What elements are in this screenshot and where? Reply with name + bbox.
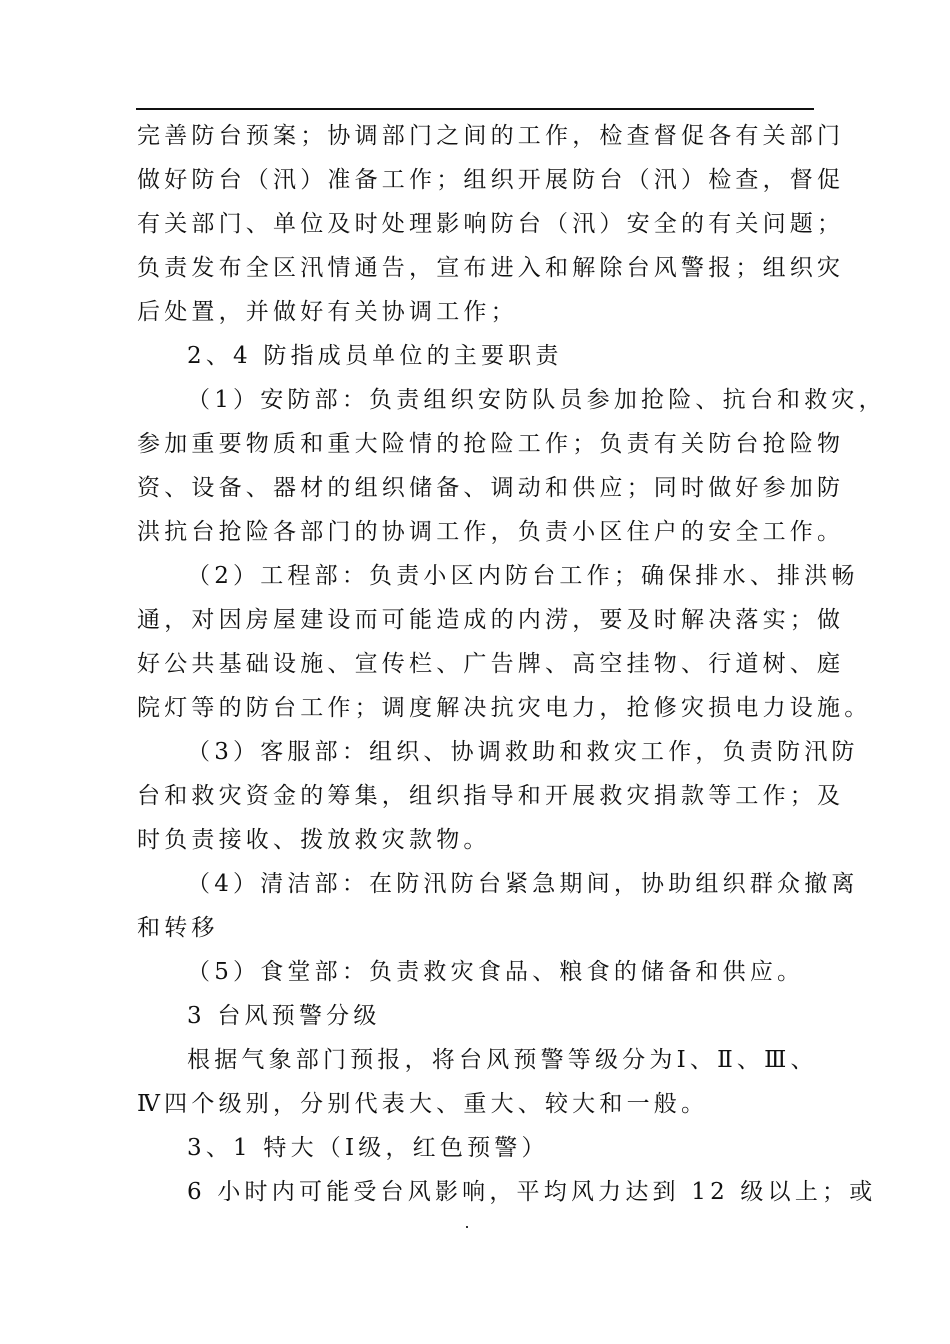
text-line: 资、设备、器材的组织储备、调动和供应；同时做好参加防: [137, 475, 845, 501]
paragraph-warning-levels: 根据气象部门预报，将台风预警等级分为Ⅰ、Ⅱ、Ⅲ、: [187, 1047, 818, 1073]
text-line: 做好防台（汛）准备工作；组织开展防台（汛）检查，督促: [137, 167, 845, 193]
section-heading-2-4: 2、4 防指成员单位的主要职责: [187, 343, 563, 369]
section-heading-3: 3 台风预警分级: [187, 1003, 381, 1029]
footer-page-marker: [466, 1226, 468, 1228]
text-line: 负责发布全区汛情通告，宣布进入和解除台风警报；组织灾: [137, 255, 845, 281]
paragraph-engineering-dept: （2）工程部：负责小区内防台工作；确保排水、排洪畅: [187, 563, 859, 589]
section-heading-3-1: 3、1 特大（Ⅰ级，红色预警）: [187, 1135, 549, 1161]
text-line: Ⅳ四个级别，分别代表大、重大、较大和一般。: [137, 1091, 709, 1117]
paragraph-customer-service-dept: （3）客服部：组织、协调救助和救灾工作，负责防汛防: [187, 739, 859, 765]
text-line: 台和救灾资金的筹集，组织指导和开展救灾捐款等工作；及: [137, 783, 845, 809]
header-rule: [136, 108, 814, 110]
text-line: 完善防台预案；协调部门之间的工作，检查督促各有关部门: [137, 123, 845, 149]
document-body: [137, 114, 886, 1214]
text-line: 有关部门、单位及时处理影响防台（汛）安全的有关问题；: [137, 211, 845, 237]
paragraph-cleaning-dept: （4）清洁部：在防汛防台紧急期间，协助组织群众撤离: [187, 871, 859, 897]
paragraph-security-dept: （1）安防部：负责组织安防队员参加抢险、抗台和救灾，: [187, 387, 886, 413]
text-line: 洪抗台抢险各部门的协调工作，负责小区住户的安全工作。: [137, 519, 845, 545]
text-line: 后处置，并做好有关协调工作；: [137, 299, 518, 325]
text-line: 时负责接收、拨放救灾款物。: [137, 827, 491, 853]
paragraph-canteen-dept: （5）食堂部：负责救灾食品、粮食的储备和供应。: [187, 959, 805, 985]
text-line: 院灯等的防台工作；调度解决抗灾电力，抢修灾损电力设施。: [137, 695, 872, 721]
text-line: 通，对因房屋建设而可能造成的内涝，要及时解决落实；做: [137, 607, 845, 633]
paragraph-level-1-criteria: 6 小时内可能受台风影响，平均风力达到 12 级以上；或: [187, 1179, 877, 1205]
text-line: 好公共基础设施、宣传栏、广告牌、高空挂物、行道树、庭: [137, 651, 845, 677]
text-line: 和转移: [137, 915, 219, 941]
text-line: 参加重要物质和重大险情的抢险工作；负责有关防台抢险物: [137, 431, 845, 457]
